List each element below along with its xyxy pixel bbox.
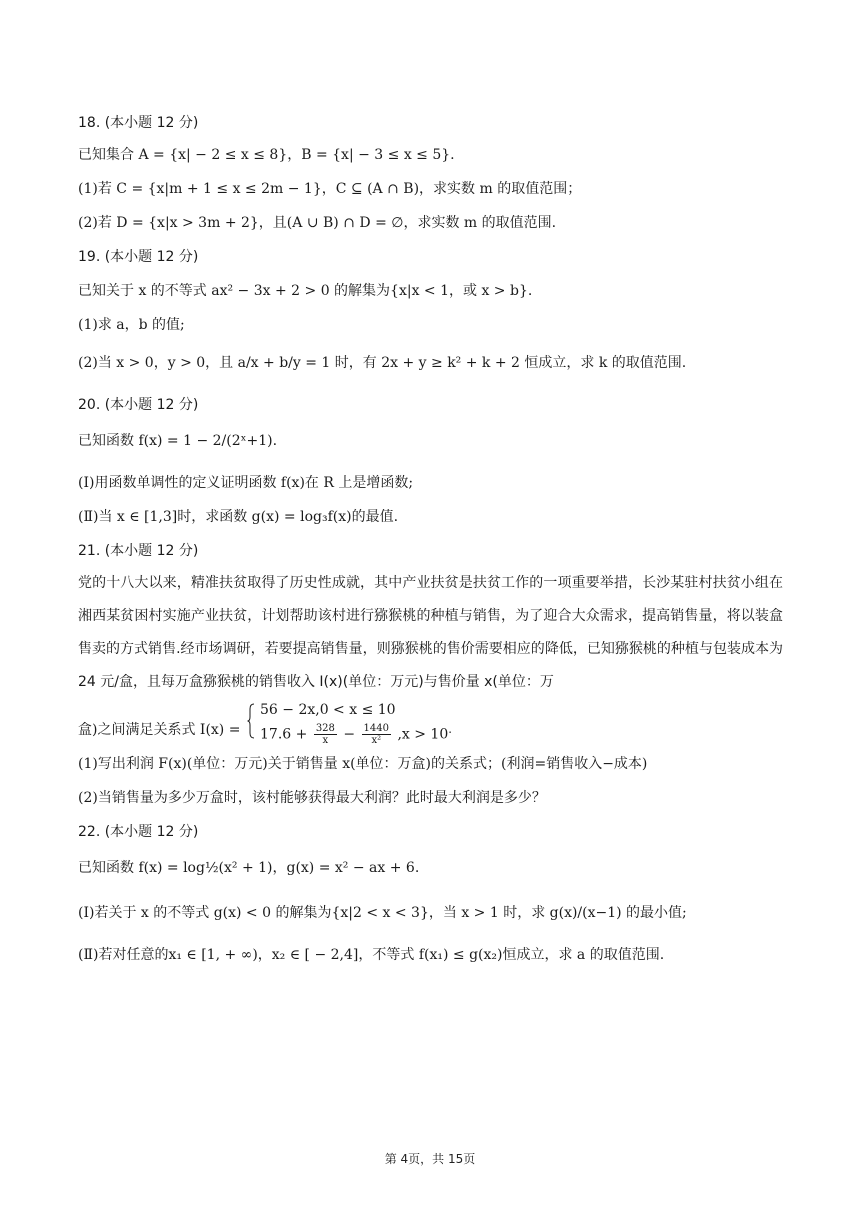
piecewise-case-1: 56 − 2x,0 < x ≤ 10 xyxy=(260,702,396,718)
problem-18-line-3: (2)若 D = {x|x > 3m + 2}，且(A ∪ B) ∩ D = ∅，求实数 m 的取值范围. xyxy=(78,215,557,231)
fraction-numerator: 1440 xyxy=(363,723,389,735)
problem-22-header: 22. (本小题 12 分) xyxy=(78,824,199,840)
fraction-328-over-x xyxy=(314,723,337,746)
problem-19-line-1: 已知关于 x 的不等式 ax² − 3x + 2 > 0 的解集为{x|x < 1，或 x > b}. xyxy=(78,283,533,299)
problem-18-line-2: (1)若 C = {x|m + 1 ≤ x ≤ 2m − 1}，C ⊆ (A ∩ B)，求实数 m 的取值范围； xyxy=(78,181,582,197)
problem-21-header: 21. (本小题 12 分) xyxy=(78,543,199,559)
fraction-numerator: 328 xyxy=(315,723,335,735)
problem-21-paragraph: 党的十八大以来，精准扶贫取得了历史性成就，其中产业扶贫是扶贫工作的一项重要举措，长沙某驻村扶贫小组在湘西某贫困村实施产业扶贫，计划帮助该村进行猕猴桃的种植与销售，为了迎合大众需求，提高销售量，将以装盒售卖的方式销售.经市场调研，若要提高销售量，则猕猴桃的售价需要相应的降低，已知猕猴桃的种植与包装成本为 24 元/盒，且每万盒猕猴桃的销售收入 I(x)(单位：万元)与售价量 x(单位：万 xyxy=(78,575,783,690)
problem-22-line-3: (Ⅱ)若对任意的x₁ ∈ [1, + ∞)，x₂ ∈ [ − 2,4]，不等式 f(x₁) ≤ g(x₂)恒成立，求 a 的取值范围. xyxy=(78,947,665,963)
problem-21-line-1: (1)写出利润 F(x)(单位：万元)关于销售量 x(单位：万盒)的关系式；(利润=销售收入−成本) xyxy=(78,756,648,772)
problem-20-line-1: 已知函数 f(x) = 1 − 2/(2ˣ+1). xyxy=(78,433,278,449)
piecewise-end: . xyxy=(448,722,452,736)
piecewise-prefix: 盒)之间满足关系式 I(x) = xyxy=(78,722,241,738)
fraction-denominator: x xyxy=(322,735,329,747)
page-footer: 第 4页，共 15页 xyxy=(384,1152,476,1166)
piecewise-case-2-tail: ,x > 10 xyxy=(397,726,449,743)
problem-21-line-2: (2)当销售量为多少万盒时，该村能够获得最大利润？此时最大利润是多少？ xyxy=(78,790,546,806)
problem-20-header: 20. (本小题 12 分) xyxy=(78,397,199,413)
fraction-1440-over-x2 xyxy=(362,723,391,746)
problem-19-line-2: (1)求 a，b 的值; xyxy=(78,317,185,333)
problem-22-line-2: (Ⅰ)若关于 x 的不等式 g(x) < 0 的解集为{x|2 < x < 3}，当 x > 1 时，求 g(x)/(x−1) 的最小值; xyxy=(78,905,687,921)
piecewise-minus: − xyxy=(343,726,356,743)
problem-19-header: 19. (本小题 12 分) xyxy=(78,249,199,265)
piecewise-case-2 xyxy=(260,720,452,746)
problem-20-line-3: (Ⅱ)当 x ∈ [1,3]时，求函数 g(x) = log₃f(x)的最值. xyxy=(78,509,399,525)
problem-18-line-1: 已知集合 A = {x| − 2 ≤ x ≤ 8}，B = {x| − 3 ≤ x ≤ 5}. xyxy=(78,147,455,163)
left-brace xyxy=(247,703,255,739)
piecewise-case-2-lead: 17.6 + xyxy=(260,726,308,743)
problem-19-line-3: (2)当 x > 0，y > 0，且 a/x + b/y = 1 时，有 2x + y ≥ k² + k + 2 恒成立，求 k 的取值范围. xyxy=(78,355,687,371)
problem-18-header: 18. (本小题 12 分) xyxy=(78,115,199,131)
problem-21-piecewise xyxy=(78,712,255,748)
problem-22-line-1: 已知函数 f(x) = log½(x² + 1)，g(x) = x² − ax + 6. xyxy=(78,860,420,876)
fraction-denominator: x² xyxy=(371,735,382,747)
problem-20-line-2: (Ⅰ)用函数单调性的定义证明函数 f(x)在 R 上是增函数; xyxy=(78,475,414,491)
